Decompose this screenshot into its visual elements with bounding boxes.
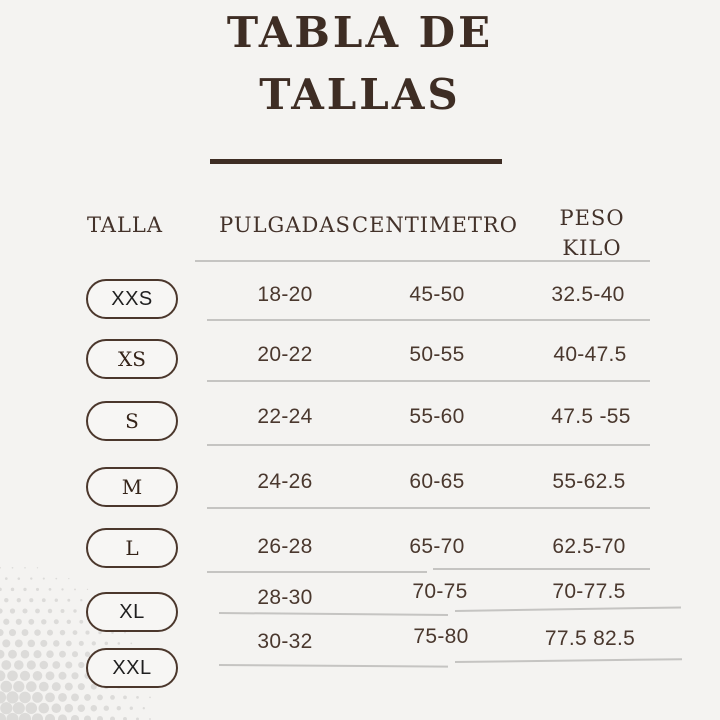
column-header-peso: PESO [559, 206, 625, 230]
cell-centimetro: 75-80 [413, 625, 469, 648]
row-separator-line [219, 664, 448, 667]
row-separator-line [207, 507, 650, 509]
row-separator-line [455, 606, 681, 611]
cell-pulgadas: 26-28 [257, 535, 313, 558]
size-pill-m [86, 467, 178, 507]
row-separator-line [207, 571, 427, 573]
cell-centimetro: 55-60 [409, 405, 465, 428]
row-separator-line [455, 658, 682, 662]
size-pill-label: XS [118, 347, 146, 371]
size-pill-label: S [125, 409, 139, 433]
cell-pulgadas: 22-24 [257, 405, 313, 428]
size-pill-s [86, 401, 178, 441]
row-separator-line [219, 612, 448, 615]
size-pill-label: XXL [112, 656, 152, 679]
cell-peso: 77.5 82.5 [544, 627, 636, 650]
page-title-line1: TABLA DE [226, 8, 494, 57]
cell-peso: 32.5-40 [551, 283, 625, 306]
cell-peso: 70-77.5 [552, 580, 626, 603]
column-header-kilo: KILO [562, 236, 622, 260]
row-separator-line [207, 444, 650, 446]
size-pill-xl [86, 592, 178, 632]
row-separator-line [207, 380, 650, 382]
cell-peso: 40-47.5 [553, 343, 627, 366]
size-pill-xxl [86, 648, 178, 688]
cell-centimetro: 60-65 [409, 470, 465, 493]
cell-peso: 47.5 -55 [551, 405, 631, 428]
size-pill-xxs [86, 279, 178, 319]
cell-centimetro: 50-55 [409, 343, 465, 366]
cell-pulgadas: 24-26 [257, 470, 313, 493]
row-separator-line [433, 568, 650, 570]
cell-peso: 55-62.5 [552, 470, 626, 493]
cell-pulgadas: 18-20 [257, 283, 313, 306]
size-pill-l [86, 528, 178, 568]
cell-peso: 62.5-70 [552, 535, 626, 558]
column-header-talla: TALLA [86, 213, 164, 237]
row-separator-line [207, 319, 650, 321]
cell-centimetro: 45-50 [409, 283, 465, 306]
cell-centimetro: 65-70 [409, 535, 465, 558]
cell-centimetro: 70-75 [412, 580, 468, 603]
cell-pulgadas: 30-32 [257, 630, 313, 653]
header-separator-line [195, 260, 650, 262]
column-header-pulgadas: PULGADAS [219, 213, 351, 237]
title-divider [210, 159, 502, 164]
page-title-line2: TALLAS [259, 70, 461, 119]
size-pill-label: M [121, 475, 143, 499]
cell-pulgadas: 20-22 [257, 343, 313, 366]
column-header-centimetro: CENTIMETRO [352, 213, 518, 237]
cell-pulgadas: 28-30 [257, 586, 313, 609]
size-pill-label: L [125, 536, 139, 560]
size-pill-label: XXS [111, 287, 153, 310]
size-pill-label: XL [119, 600, 145, 623]
size-pill-xs [86, 339, 178, 379]
